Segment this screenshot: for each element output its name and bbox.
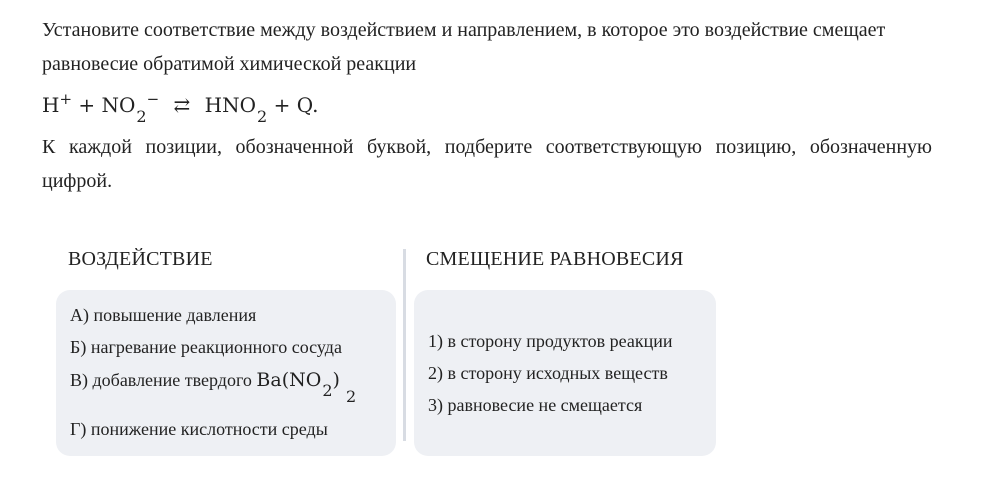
- formula-no: NO: [289, 369, 322, 391]
- formula-open: (: [281, 369, 290, 391]
- shift-column-header: СМЕЩЕНИЕ РАВНОВЕСИЯ: [426, 248, 684, 270]
- eq-no-charge: −: [146, 90, 160, 108]
- effect-column-header: ВОЗДЕЙСТВИЕ: [68, 248, 213, 270]
- formula-close: ): [332, 369, 340, 391]
- column-divider: [403, 249, 406, 441]
- formula-outer-sub: 2: [345, 387, 357, 406]
- shift-option-2: 2) в сторону исходных веществ: [428, 363, 668, 383]
- formula-no-sub: 2: [322, 381, 333, 400]
- eq-h-charge: +: [59, 90, 73, 108]
- effect-option-v: [70, 369, 357, 406]
- formula-ba: Ba: [256, 369, 282, 391]
- effect-option-v-text: В) добавление твердого: [70, 370, 252, 390]
- eq-hno-sub: 2: [257, 107, 268, 126]
- effect-option-b: Б) нагревание реакционного сосуда: [70, 337, 342, 357]
- eq-h: H: [42, 93, 60, 117]
- task-instruction: К каждой позиции, обозначенной буквой, подберите соответствующую позицию, обозначенную цифрой.: [42, 136, 932, 192]
- barium-nitrite-formula: [256, 369, 357, 406]
- eq-hno: HNO: [204, 93, 257, 117]
- eq-plus-1: +: [78, 93, 96, 117]
- shift-option-1: 1) в сторону продуктов реакции: [428, 331, 673, 351]
- effect-option-a: А) повышение давления: [70, 305, 257, 325]
- equilibrium-arrow-icon: ⇄: [173, 93, 191, 117]
- shift-option-3: 3) равновесие не смещается: [428, 395, 643, 415]
- effect-option-g: Г) понижение кислотности среды: [70, 419, 328, 439]
- eq-q: Q.: [296, 93, 319, 117]
- eq-plus-2: +: [273, 93, 291, 117]
- task-intro: Установите соответствие между воздействием и направлением, в которое это воздействие смещает равновесие обратимой химической реакции: [42, 19, 886, 75]
- eq-no-sub: 2: [136, 107, 147, 126]
- eq-no: NO: [101, 93, 136, 117]
- reaction-equation: [42, 88, 932, 124]
